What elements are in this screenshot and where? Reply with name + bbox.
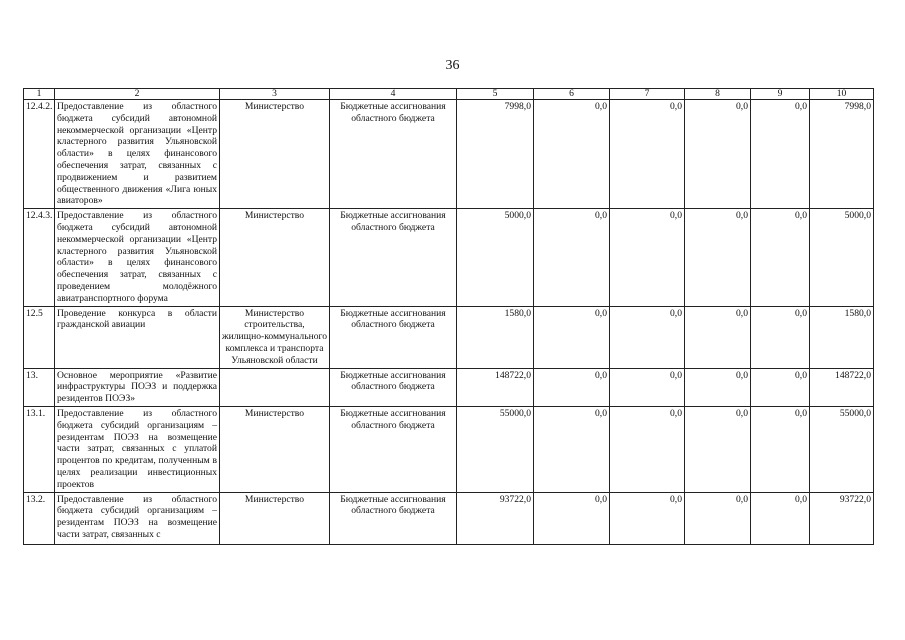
value-cell: 0,0	[534, 406, 610, 492]
value-cell: 0,0	[751, 368, 810, 406]
funding-source: Бюджетные ассигнования областного бюджета	[330, 100, 457, 209]
value-cell: 0,0	[610, 406, 685, 492]
column-number: 8	[685, 89, 751, 100]
total-cell: 148722,0	[810, 368, 874, 406]
funding-source: Бюджетные ассигнования областного бюджета	[330, 306, 457, 368]
total-cell: 7998,0	[810, 100, 874, 209]
value-cell: 0,0	[685, 406, 751, 492]
row-number: 13.1.	[24, 406, 55, 492]
value-cell: 1580,0	[457, 306, 534, 368]
funding-source: Бюджетные ассигнования областного бюджета	[330, 368, 457, 406]
value-cell: 0,0	[610, 306, 685, 368]
value-cell: 0,0	[751, 306, 810, 368]
column-number: 7	[610, 89, 685, 100]
total-cell: 1580,0	[810, 306, 874, 368]
value-cell: 0,0	[751, 209, 810, 306]
value-cell: 0,0	[751, 406, 810, 492]
value-cell: 0,0	[685, 209, 751, 306]
row-number: 12.4.2.	[24, 100, 55, 209]
value-cell: 148722,0	[457, 368, 534, 406]
activity-name: Основное мероприятие «Развитие инфраструктуры ПОЭЗ и поддержка резидентов ПОЭЗ»	[55, 368, 220, 406]
column-number: 5	[457, 89, 534, 100]
value-cell: 0,0	[610, 368, 685, 406]
executor: Министерство	[220, 492, 330, 544]
column-number: 3	[220, 89, 330, 100]
total-cell: 5000,0	[810, 209, 874, 306]
row-number: 13.	[24, 368, 55, 406]
column-number: 1	[24, 89, 55, 100]
funding-source: Бюджетные ассигнования областного бюджета	[330, 406, 457, 492]
executor: Министерство	[220, 209, 330, 306]
value-cell: 0,0	[534, 306, 610, 368]
value-cell: 0,0	[685, 492, 751, 544]
executor	[220, 368, 330, 406]
value-cell: 0,0	[685, 100, 751, 209]
value-cell: 0,0	[751, 100, 810, 209]
executor: Министерство	[220, 100, 330, 209]
value-cell: 7998,0	[457, 100, 534, 209]
row-number: 12.5	[24, 306, 55, 368]
funding-source: Бюджетные ассигнования областного бюджета	[330, 492, 457, 544]
table-row	[24, 306, 874, 368]
value-cell: 5000,0	[457, 209, 534, 306]
activity-name: Предоставление из областного бюджета субсидий автономной некоммерческой организации «Центр кластерного развития Ульяновской области» в целях финансового обеспечения затрат, связанных с продвижением и развитием общественного движения «Лига юных авиаторов»	[55, 100, 220, 209]
column-number: 2	[55, 89, 220, 100]
page-number: 36	[445, 58, 460, 73]
activity-name	[55, 492, 220, 544]
value-cell: 0,0	[685, 368, 751, 406]
column-number: 10	[810, 89, 874, 100]
value-cell: 93722,0	[457, 492, 534, 544]
activity-name: Предоставление из областного бюджета субсидий автономной некоммерческой организации «Центр кластерного развития Ульяновской области» в целях финансового обеспечения затрат, связанных с проведением молодёжного авиатранспортного форума	[55, 209, 220, 306]
table-row	[24, 406, 874, 492]
table-row	[24, 368, 874, 406]
activity-name-text: Предоставление из областного бюджета субсидий организациям – резидентам ПОЭЗ на возмещение части затрат, связанных с	[57, 493, 217, 540]
total-cell: 93722,0	[810, 492, 874, 544]
value-cell: 0,0	[751, 492, 810, 544]
column-number: 6	[534, 89, 610, 100]
column-number: 9	[751, 89, 810, 100]
value-cell: 0,0	[610, 492, 685, 544]
total-cell: 55000,0	[810, 406, 874, 492]
table-row	[24, 492, 874, 544]
value-cell: 0,0	[610, 209, 685, 306]
value-cell: 0,0	[534, 100, 610, 209]
column-number-row	[24, 89, 874, 100]
row-number: 13.2.	[24, 492, 55, 544]
funding-source: Бюджетные ассигнования областного бюджета	[330, 209, 457, 306]
value-cell: 0,0	[534, 492, 610, 544]
executor: Министерство	[220, 406, 330, 492]
value-cell: 0,0	[685, 306, 751, 368]
executor: Министерство строительства, жилищно-коммунального комплекса и транспорта Ульяновской области	[220, 306, 330, 368]
row-number: 12.4.3.	[24, 209, 55, 306]
budget-table	[23, 88, 874, 545]
activity-name: Предоставление из областного бюджета субсидий организациям – резидентам ПОЭЗ на возмещение части затрат, связанных с уплатой процентов по кредитам, полученным в целях реализации инвестиционных проектов	[55, 406, 220, 492]
column-number: 4	[330, 89, 457, 100]
table-row	[24, 209, 874, 306]
value-cell: 0,0	[610, 100, 685, 209]
activity-name: Проведение конкурса в области гражданской авиации	[55, 306, 220, 368]
value-cell: 0,0	[534, 209, 610, 306]
table-row	[24, 100, 874, 209]
value-cell: 55000,0	[457, 406, 534, 492]
value-cell: 0,0	[534, 368, 610, 406]
